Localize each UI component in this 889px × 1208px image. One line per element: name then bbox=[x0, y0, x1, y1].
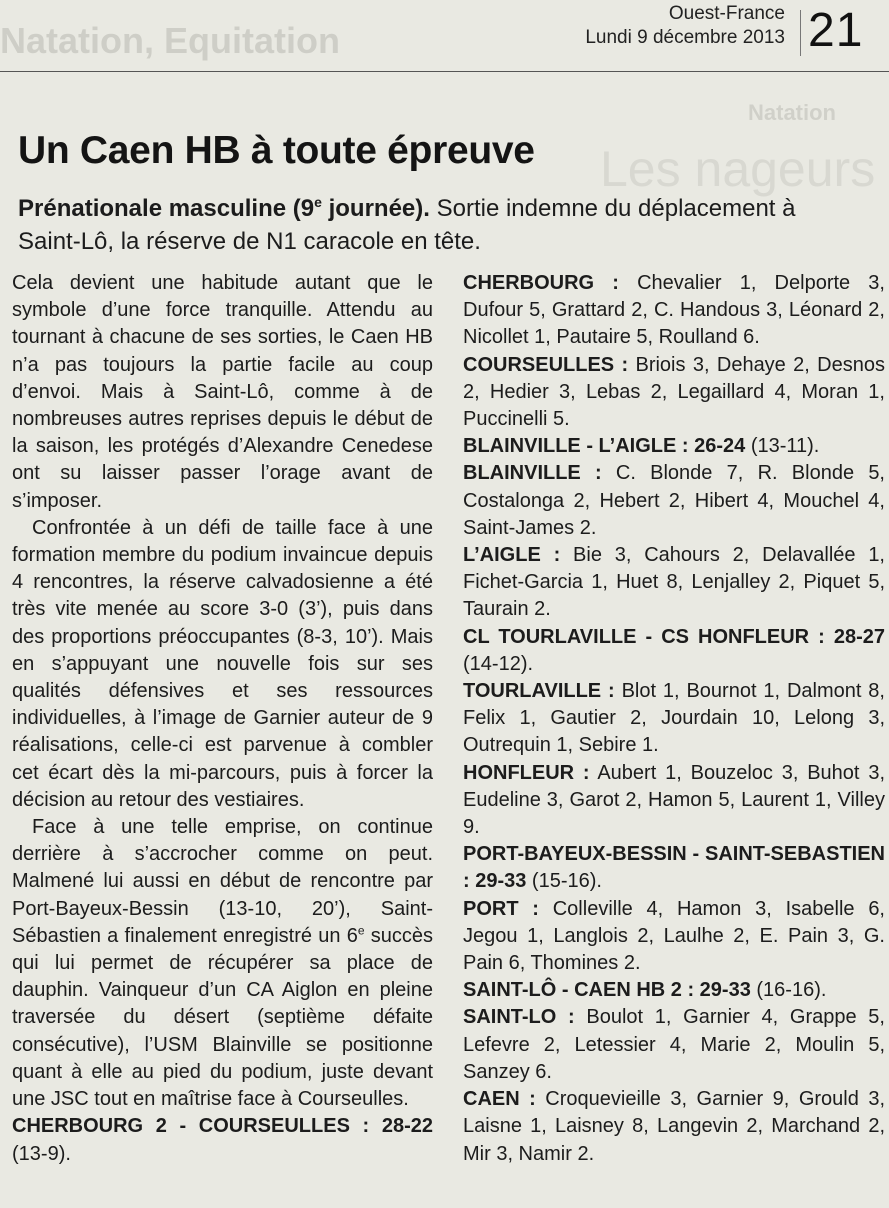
result-label: CL TOURLAVILLE - CS HONFLEUR : 28-27 bbox=[463, 625, 885, 648]
result-line bbox=[463, 1086, 885, 1168]
publication-date: Lundi 9 décembre 2013 bbox=[585, 27, 785, 48]
result-line bbox=[463, 977, 885, 1004]
result-label: PORT : bbox=[463, 897, 539, 920]
body-paragraph-3 bbox=[12, 814, 433, 1113]
page-number: 21 bbox=[808, 2, 863, 60]
result-label: PORT-BAYEUX-BESSIN - SAINT-SEBASTIEN : 29-33 bbox=[463, 843, 885, 893]
kicker-text: Prénationale masculine (9 bbox=[18, 195, 315, 222]
result-detail: Blot 1, Bournot 1, Dalmont 8, Felix 1, Gautier 2, Jourdain 10, Lelong 3, Outrequin 1, Sebire 1. bbox=[463, 680, 885, 757]
paragraph-superscript: e bbox=[357, 923, 365, 938]
paragraph-text-end: succès qui lui permet de récupérer sa place de dauphin. Vainqueur d’un CA Aiglon en pleine traversée du désert (septième défaite consécutive), l’USM Blainville se positionne quant à elle au pied du podium, juste devant une JSC tout en maîtrise face à Courseulles. bbox=[12, 924, 433, 1111]
result-label: TOURLAVILLE : bbox=[463, 680, 615, 703]
adjacent-page-bleed: Natation, Equitation bbox=[0, 20, 340, 61]
result-label: CHERBOURG 2 - COURSEULLES : 28-22 bbox=[12, 1115, 433, 1138]
result-line bbox=[463, 624, 885, 678]
result-label: SAINT-LÔ - CAEN HB 2 : 29-33 bbox=[463, 979, 751, 1002]
header-divider bbox=[0, 71, 889, 72]
result-line bbox=[463, 760, 885, 842]
result-detail: (13-11). bbox=[745, 435, 820, 458]
result-line bbox=[463, 542, 885, 624]
article-lead bbox=[18, 186, 818, 258]
body-column-right bbox=[463, 270, 885, 1168]
body-paragraph-1: Cela devient une habitude autant que le symbole d’une force tranquille. Attendu au tournant à chacune de ses sorties, le Caen HB n’a pas toujours la partie facile au coup d’envoi. Mais à Saint-Lô, comme à de nombreuses autres reprises depuis le début de la saison, les protégés d’Alexandre Cenedese ont su laisser passer l’orage avant de s’imposer. bbox=[12, 272, 433, 512]
result-detail: Bie 3, Cahours 2, Delavallée 1, Fichet-Garcia 1, Huet 8, Lenjalley 2, Piquet 5, Taurain 2. bbox=[463, 544, 885, 621]
result-label: BLAINVILLE - L’AIGLE : 26-24 bbox=[463, 435, 746, 458]
result-detail: Briois 3, Dehaye 2, Desnos 2, Hedier 3, Lebas 2, Legaillard 4, Moran 1, Puccinelli 5. bbox=[463, 353, 885, 431]
result-label: BLAINVILLE : bbox=[463, 462, 602, 485]
article-title: Un Caen HB à toute épreuve bbox=[18, 129, 535, 172]
lead-text: Sortie indemne du déplacement à Saint-Lô, la réserve de N1 caracole en tête. bbox=[18, 195, 796, 255]
result-line bbox=[463, 270, 885, 352]
result-detail: Colleville 4, Hamon 3, Isabelle 6, Jegou 1, Langlois 2, Laulhe 2, E. Pain 3, G. Pain 6, Thomines 2. bbox=[463, 897, 885, 975]
result-detail: (15-16). bbox=[526, 870, 602, 893]
result-label: CAEN : bbox=[463, 1088, 536, 1111]
paragraph-text: Face à une telle emprise, on continue derrière à s’accrocher comme on peut. Malmené lui aussi en début de rencontre par Port-Bayeux-Bessin (13-10, 20’), Saint-Sébastien a finalement enregistré un 6 bbox=[12, 816, 433, 947]
result-detail: Boulot 1, Garnier 4, Grappe 5, Lefevre 2, Letessier 4, Marie 2, Moulin 5, Sanzey 6. bbox=[463, 1006, 885, 1083]
result-line bbox=[463, 460, 885, 542]
result-label: COURSEULLES : bbox=[463, 353, 629, 376]
body-column-left bbox=[12, 270, 433, 1168]
result-detail: (13-9). bbox=[12, 1142, 71, 1165]
result-detail: (14-12). bbox=[463, 652, 534, 675]
result-detail: C. Blonde 7, R. Blonde 5, Costalonga 2, Hebert 2, Hibert 4, Mouchel 4, Saint-James 2. bbox=[463, 462, 885, 539]
result-line bbox=[12, 1113, 433, 1167]
result-line bbox=[463, 841, 885, 895]
adjacent-page-bleed: Natation bbox=[748, 100, 836, 125]
result-detail: (16-16). bbox=[750, 979, 827, 1002]
result-label: SAINT-LO : bbox=[463, 1006, 575, 1029]
masthead bbox=[585, 2, 785, 50]
result-line bbox=[463, 1004, 885, 1086]
result-label: HONFLEUR : bbox=[463, 761, 590, 784]
lead-kicker bbox=[18, 195, 430, 222]
result-label: CHERBOURG : bbox=[463, 272, 619, 294]
result-line bbox=[463, 352, 885, 434]
result-detail: Chevalier 1, Delporte 3, Dufour 5, Grattard 2, C. Handous 3, Léonard 2, Nicollet 1, Pautaire 5, Roulland 6. bbox=[463, 272, 885, 349]
result-line bbox=[463, 678, 885, 760]
kicker-text-end: journée). bbox=[321, 195, 430, 222]
result-label: L’AIGLE : bbox=[463, 544, 561, 567]
publication-name: Ouest-France bbox=[668, 3, 785, 24]
adjacent-page-bleed: Les nageurs bbox=[600, 141, 876, 197]
result-detail: Aubert 1, Bouzeloc 3, Buhot 3, Eudeline 3, Garot 2, Hamon 5, Laurent 1, Villey 9. bbox=[463, 761, 885, 839]
kicker-superscript: e bbox=[314, 194, 322, 210]
result-detail: Croquevieille 3, Garnier 9, Grould 3, Laisne 1, Laisney 8, Langevin 2, Marchand 2, Mir 3, Namir 2. bbox=[463, 1088, 886, 1165]
result-line bbox=[463, 896, 885, 978]
result-line bbox=[463, 433, 885, 460]
body-paragraph-2: Confrontée à un défi de taille face à une formation membre du podium invaincue depuis 4 rencontres, la réserve calvadosienne a été très vite menée au score 3-0 (3’), puis dans des proportions préoccupantes (8-3, 10’). Mais en s’appuyant une nouvelle fois sur ses qualités défensives et ses ressources individuelles, à l’image de Garnier auteur de 9 réalisations, celle-ci est parvenue à combler cet écart dès la mi-parcours, puis à forcer la décision au retour des vestiaires. bbox=[12, 516, 433, 811]
